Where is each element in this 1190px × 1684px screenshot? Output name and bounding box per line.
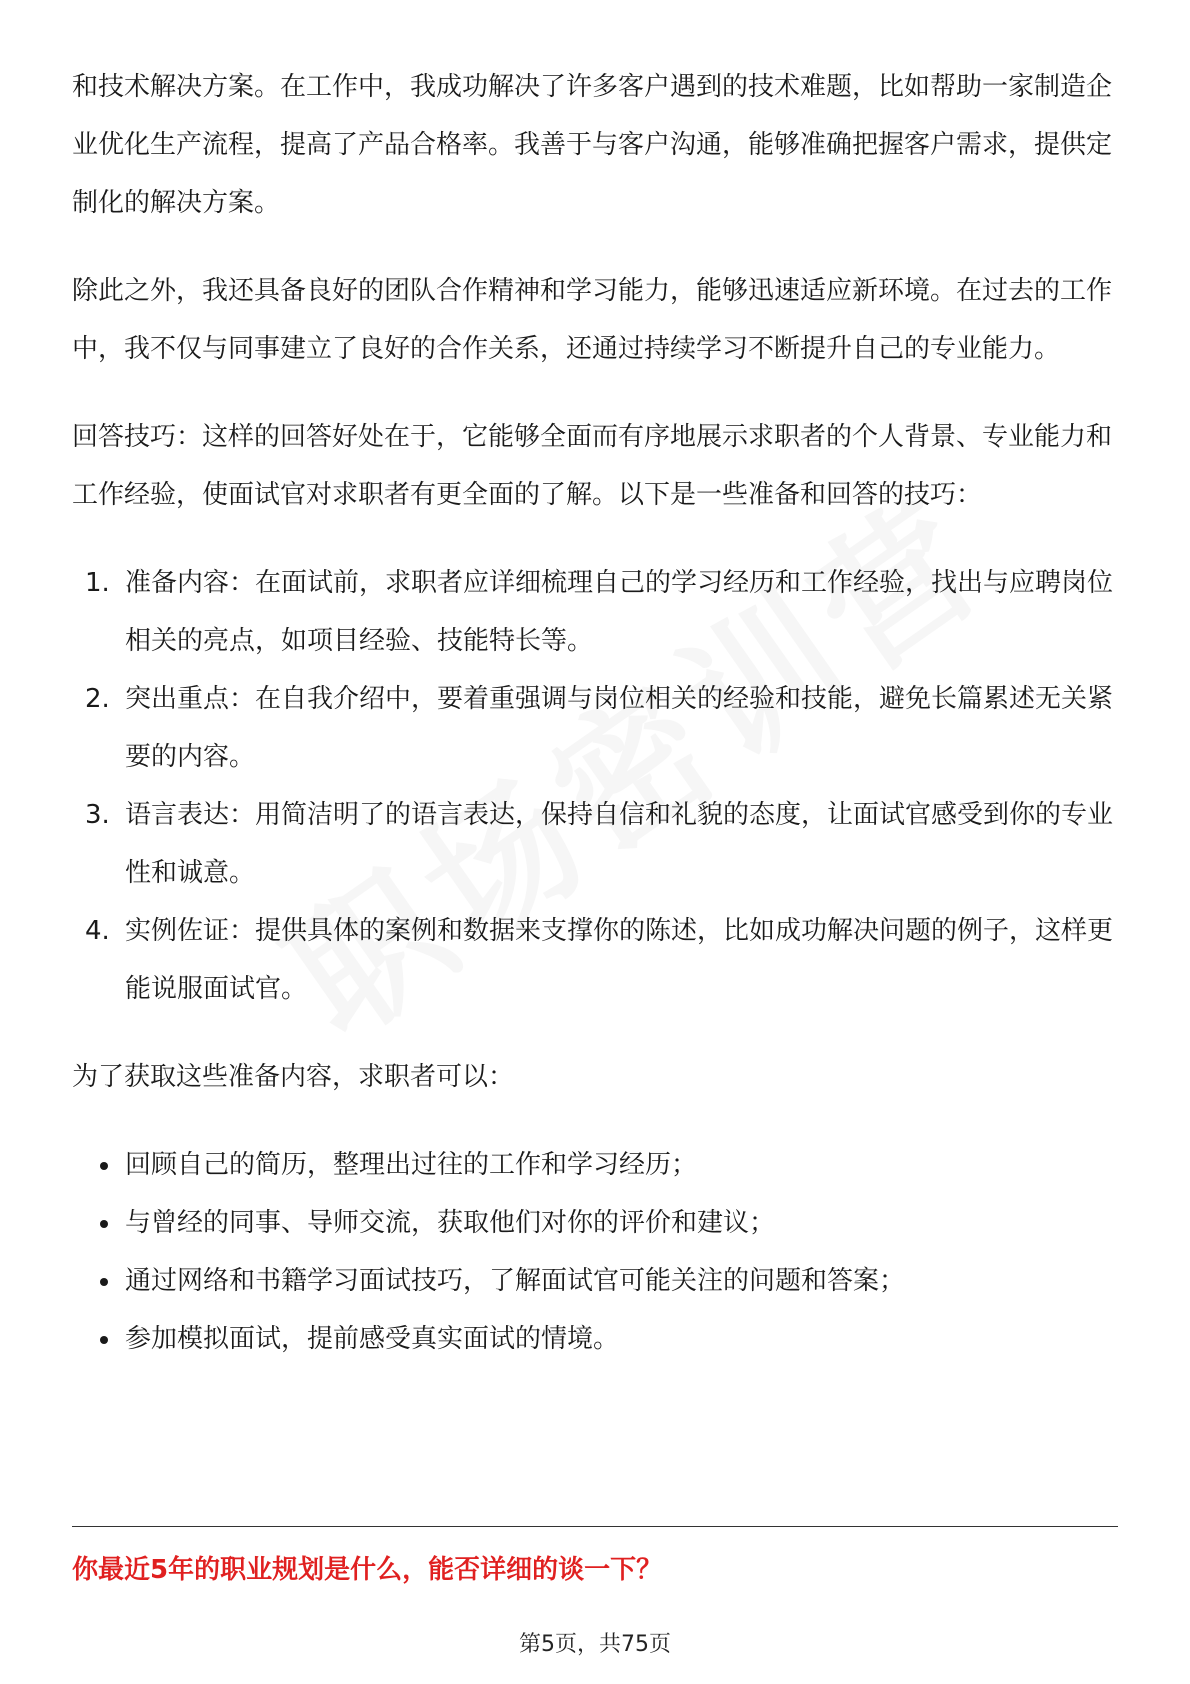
- bullet-icon: [100, 1220, 108, 1228]
- list-item: [72, 670, 1118, 786]
- list-item-text: 实例佐证：提供具体的案例和数据来支撑你的陈述，比如成功解决问题的例子，这样更能说服面试官。: [125, 916, 1114, 1004]
- list-number: 4.: [85, 916, 110, 946]
- next-question-heading: 你最近5年的职业规划是什么，能否详细的谈一下？: [72, 1555, 663, 1585]
- list-item-text: 与曾经的同事、导师交流，获取他们对你的评价和建议；: [125, 1208, 776, 1238]
- paragraph-prep-intro: 为了获取这些准备内容，求职者可以：: [72, 1062, 515, 1092]
- tips-list: [72, 554, 1118, 1018]
- list-item-text: 通过网络和书籍学习面试技巧，了解面试官可能关注的问题和答案；: [125, 1266, 906, 1296]
- list-item: [72, 554, 1118, 670]
- list-item: [72, 902, 1118, 1018]
- list-item-text: 突出重点：在自我介绍中，要着重强调与岗位相关的经验和技能，避免长篇累述无关紧要的内容。: [125, 684, 1114, 772]
- page-content: [72, 58, 1118, 1368]
- list-item: [72, 1136, 1118, 1194]
- list-item: [72, 1194, 1118, 1252]
- list-number: 3.: [85, 800, 110, 830]
- section-divider: [72, 1526, 1118, 1527]
- list-item-text: 准备内容：在面试前，求职者应详细梳理自己的学习经历和工作经验，找出与应聘岗位相关的亮点，如项目经验、技能特长等。: [125, 568, 1114, 656]
- prep-bullet-list: [72, 1136, 1118, 1368]
- list-number: 1.: [85, 568, 110, 598]
- bullet-icon: [100, 1278, 108, 1286]
- list-item: [72, 1252, 1118, 1310]
- list-item-text: 回顾自己的简历，整理出过往的工作和学习经历；: [125, 1150, 698, 1180]
- page-number-footer: 第5页，共75页: [519, 1632, 671, 1657]
- bullet-icon: [100, 1162, 108, 1170]
- paragraph-answer-tips: 回答技巧：这样的回答好处在于，它能够全面而有序地展示求职者的个人背景、专业能力和工作经验，使面试官对求职者有更全面的了解。以下是一些准备和回答的技巧：: [72, 422, 1113, 510]
- list-item-text: 语言表达：用简洁明了的语言表达，保持自信和礼貌的态度，让面试官感受到你的专业性和诚意。: [125, 800, 1114, 888]
- bullet-icon: [100, 1336, 108, 1344]
- paragraph-teamwork: 除此之外，我还具备良好的团队合作精神和学习能力，能够迅速适应新环境。在过去的工作中，我不仅与同事建立了良好的合作关系，还通过持续学习不断提升自己的专业能力。: [72, 276, 1113, 364]
- paragraph-solutions: 和技术解决方案。在工作中，我成功解决了许多客户遇到的技术难题，比如帮助一家制造企业优化生产流程，提高了产品合格率。我善于与客户沟通，能够准确把握客户需求，提供定制化的解决方案。: [72, 72, 1113, 218]
- list-number: 2.: [85, 684, 110, 714]
- list-item-text: 参加模拟面试，提前感受真实面试的情境。: [125, 1324, 620, 1354]
- list-item: [72, 786, 1118, 902]
- list-item: [72, 1310, 1118, 1368]
